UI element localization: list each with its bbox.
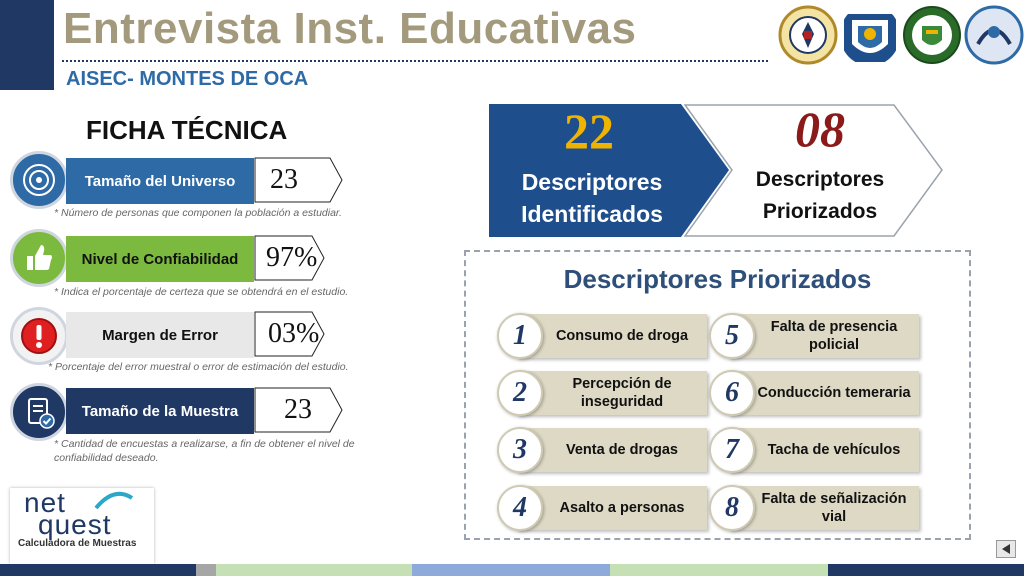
page-subtitle: AISEC- MONTES DE OCA <box>66 68 309 90</box>
page-title: Entrevista Inst. Educativas <box>63 4 637 53</box>
descriptor-number: 8 <box>709 485 755 531</box>
descriptor-label: Percepción de inseguridad <box>517 371 707 415</box>
descriptor-number: 4 <box>497 485 543 531</box>
descriptor-number: 6 <box>709 370 755 416</box>
margen-error-note: * Porcentaje del error muestral o error de estimación del estudio. <box>48 361 349 373</box>
police-shield-logo <box>902 4 962 66</box>
bottom-bar-segment <box>0 564 196 576</box>
header-accent-block <box>0 0 54 90</box>
target-icon <box>10 151 68 209</box>
netquest-logo-line2: quest <box>38 509 112 540</box>
descriptor-item <box>709 371 919 415</box>
descriptor-label: Consumo de droga <box>517 314 707 358</box>
partner-logos <box>778 4 1024 66</box>
prioritized-label-line2: Priorizados <box>762 200 878 223</box>
descriptor-label: Falta de presencia policial <box>729 314 919 358</box>
descriptor-number: 7 <box>709 427 755 473</box>
descriptor-number: 3 <box>497 427 543 473</box>
previous-slide-button[interactable] <box>996 540 1016 558</box>
universo-note: * Número de personas que componen la población a estudiar. <box>54 207 342 219</box>
descriptor-number: 2 <box>497 370 543 416</box>
descriptor-item <box>709 486 919 530</box>
descriptor-label: Falta de señalización vial <box>729 486 919 530</box>
descriptor-item <box>709 428 919 472</box>
netquest-logo-card <box>10 488 154 564</box>
confiabilidad-value: 97% <box>266 242 318 273</box>
header-divider <box>62 60 768 62</box>
muestra-note: * Cantidad de encuestas a realizarse, a fin de obtener el nivel de confiabilidad deseado. <box>54 438 355 464</box>
descriptor-item <box>497 314 707 358</box>
descriptor-item <box>497 371 707 415</box>
descriptor-number: 1 <box>497 313 543 359</box>
bottom-bar-segment <box>828 564 1024 576</box>
descriptores-title: Descriptores Priorizados <box>563 264 872 294</box>
us-embassy-seal-logo <box>778 4 838 66</box>
identified-label-line1: Descriptores <box>521 169 663 195</box>
netquest-caption: Calculadora de Muestras <box>18 538 137 549</box>
netquest-swoosh-icon <box>94 490 134 512</box>
clipboard-check-icon <box>10 383 68 441</box>
bottom-bar-segment <box>610 564 828 576</box>
identified-label-line2: Identificados <box>521 201 663 227</box>
bottom-bar-segment <box>216 564 412 576</box>
fuerza-publica-badge-logo <box>840 4 900 66</box>
bottom-color-bar <box>0 564 1024 576</box>
descriptor-number: 5 <box>709 313 755 359</box>
identified-label <box>489 166 695 230</box>
universo-value: 23 <box>270 164 298 195</box>
universo-label: Tamaño del Universo <box>66 158 254 204</box>
bottom-bar-segment <box>412 564 610 576</box>
descriptor-label: Venta de drogas <box>517 428 707 472</box>
muestra-value: 23 <box>284 394 312 425</box>
prioritized-count: 08 <box>795 101 845 157</box>
identified-count: 22 <box>564 103 614 159</box>
descriptor-item <box>497 428 707 472</box>
descriptor-label: Conducción temeraria <box>729 371 919 415</box>
aisec-logo <box>964 4 1024 66</box>
bottom-bar-segment <box>196 564 216 576</box>
prioritized-label <box>730 164 910 228</box>
prioritized-label-line1: Descriptores <box>755 168 885 191</box>
confiabilidad-label: Nivel de Confiabilidad <box>66 236 254 282</box>
confiabilidad-note: * Indica el porcentaje de certeza que se obtendrá en el estudio. <box>54 286 349 298</box>
alert-icon <box>10 307 68 365</box>
margen-error-value: 03% <box>268 318 320 349</box>
netquest-logo-line1: net <box>24 487 66 518</box>
muestra-label: Tamaño de la Muestra <box>66 388 254 434</box>
ficha-tecnica-title: FICHA TÉCNICA <box>86 115 288 145</box>
margen-error-label: Margen de Error <box>66 312 254 358</box>
triangle-left-icon <box>1000 543 1012 555</box>
descriptor-label: Asalto a personas <box>517 486 707 530</box>
thumbs-up-icon <box>10 229 68 287</box>
descriptor-item <box>709 314 919 358</box>
descriptor-label: Tacha de vehículos <box>729 428 919 472</box>
descriptor-item <box>497 486 707 530</box>
